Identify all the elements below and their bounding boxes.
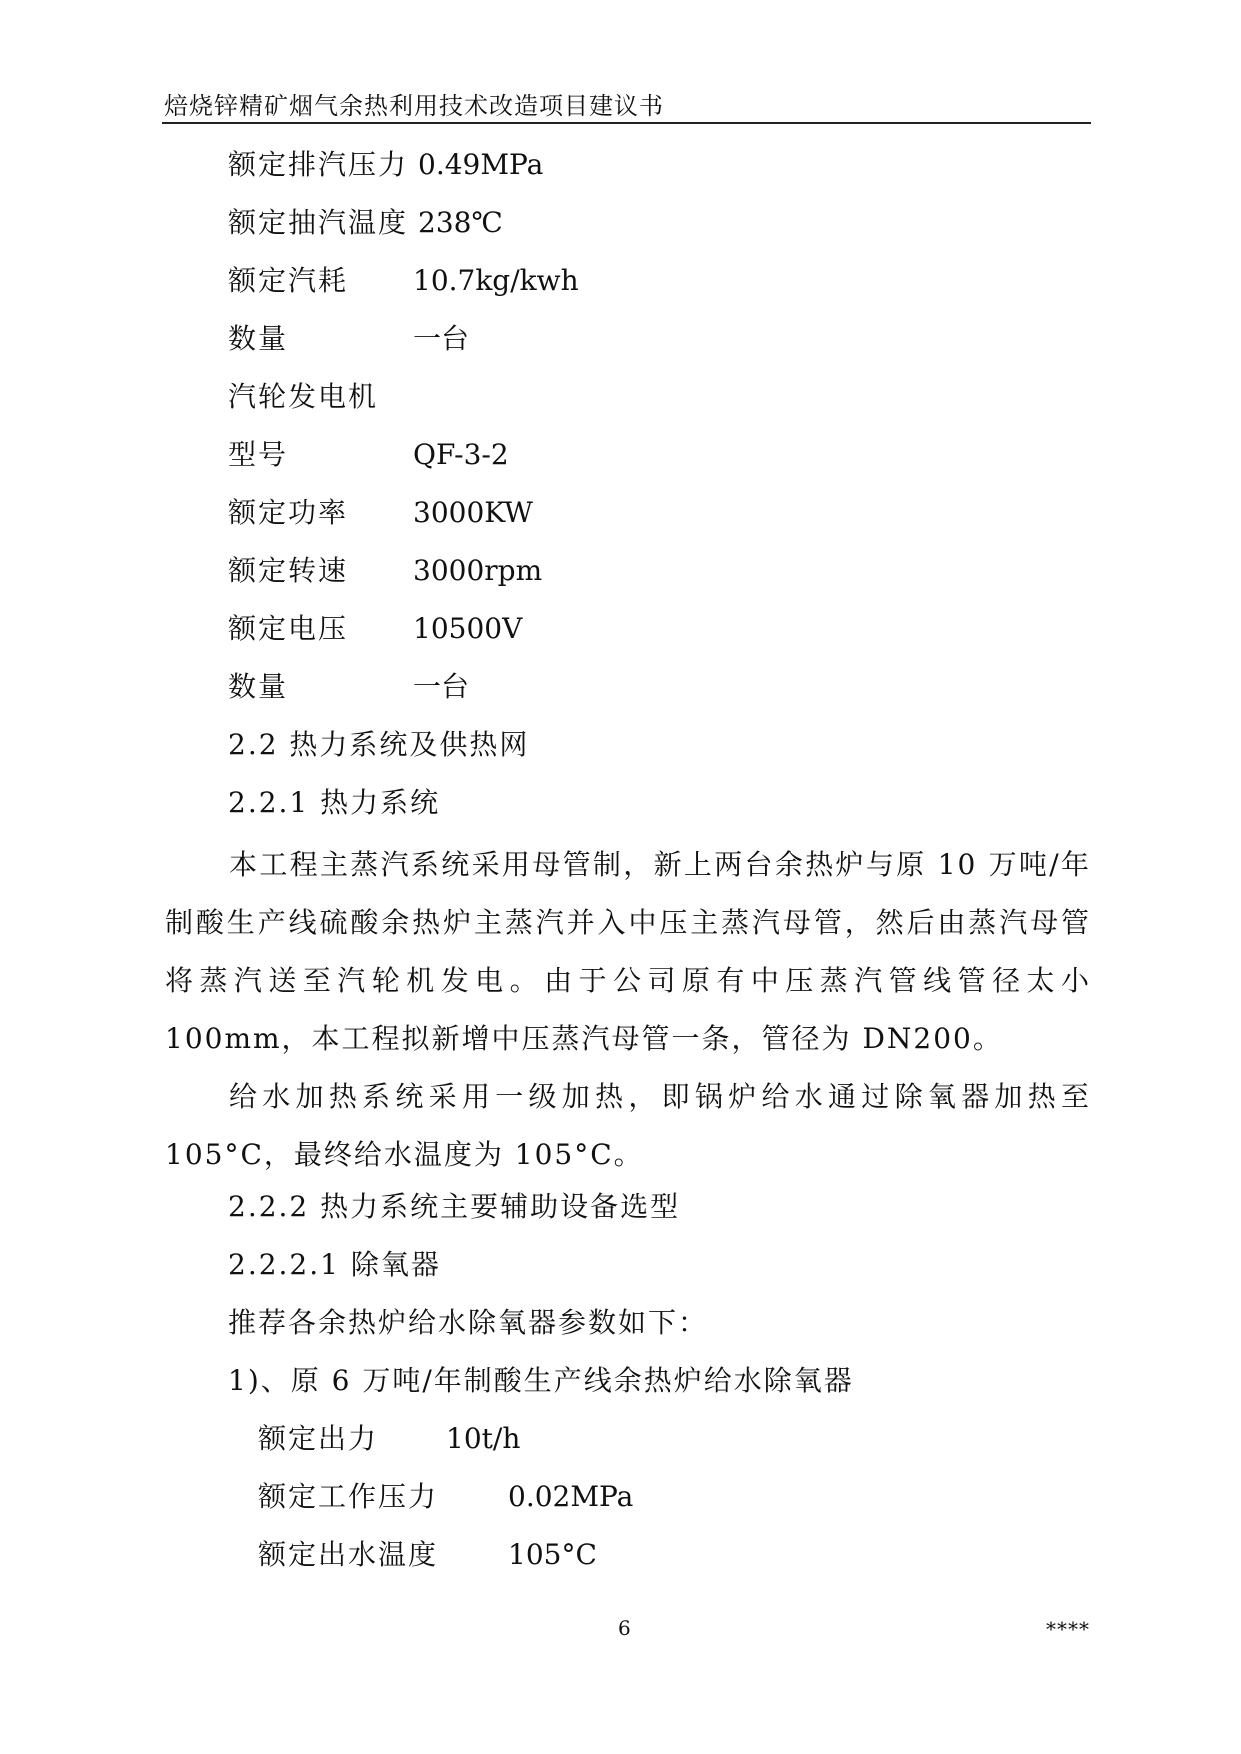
param-value: QF-3-2 bbox=[413, 438, 509, 471]
param-key: 额定汽耗 bbox=[228, 264, 349, 297]
param-value: 一台 bbox=[413, 322, 470, 355]
param-key: 额定排汽压力 bbox=[228, 148, 409, 181]
param-key: 型号 bbox=[228, 438, 289, 471]
section-heading: 2.2.2 热力系统主要辅助设备选型 bbox=[228, 1190, 681, 1223]
param-value: 238℃ bbox=[418, 206, 503, 239]
generator-title: 汽轮发电机 bbox=[228, 380, 379, 413]
param-key: 额定转速 bbox=[228, 554, 349, 587]
param-key: 额定功率 bbox=[228, 496, 349, 529]
param-value: 10t/h bbox=[446, 1422, 521, 1455]
section-heading: 2.2.1 热力系统 bbox=[228, 786, 441, 819]
param-key: 额定出水温度 bbox=[258, 1538, 439, 1571]
param-key: 额定工作压力 bbox=[258, 1480, 439, 1513]
page-header bbox=[162, 84, 1091, 124]
param-value: 10.7kg/kwh bbox=[413, 264, 579, 297]
list-item-title: 1)、原 6 万吨/年制酸生产线余热炉给水除氧器 bbox=[228, 1364, 854, 1397]
paragraph-main-steam: 本工程主蒸汽系统采用母管制，新上两台余热炉与原 10 万吨/年制酸生产线硫酸余热炉主蒸汽并入中压主蒸汽母管，然后由蒸汽母管将蒸汽送至汽轮机发电。由于公司原有中压蒸汽管线管径太小 100mm，本工程拟新增中压蒸汽母管一条，管径为 DN200。 bbox=[165, 848, 1091, 1055]
footer-mark: **** bbox=[1046, 1617, 1090, 1641]
page-number: 6 bbox=[618, 1616, 631, 1640]
param-key: 数量 bbox=[228, 322, 289, 355]
param-value: 0.49MPa bbox=[418, 148, 544, 181]
param-value: 3000KW bbox=[413, 496, 533, 529]
param-value: 105°C bbox=[508, 1538, 597, 1571]
param-key: 额定抽汽温度 bbox=[228, 206, 409, 239]
param-value: 0.02MPa bbox=[508, 1480, 634, 1513]
section-heading: 2.2 热力系统及供热网 bbox=[228, 728, 530, 761]
paragraph-feedwater: 给水加热系统采用一级加热，即锅炉给水通过除氧器加热至 105°C，最终给水温度为 105°C。 bbox=[165, 1080, 1091, 1171]
param-key: 额定出力 bbox=[258, 1422, 379, 1455]
param-value: 一台 bbox=[413, 670, 470, 703]
param-value: 10500V bbox=[413, 612, 523, 645]
intro-text: 推荐各余热炉给水除氧器参数如下： bbox=[228, 1306, 709, 1339]
param-value: 3000rpm bbox=[413, 554, 543, 587]
header-title: 焙烧锌精矿烟气余热利用技术改造项目建议书 bbox=[164, 92, 664, 120]
param-key: 额定电压 bbox=[228, 612, 349, 645]
param-key: 数量 bbox=[228, 670, 289, 703]
section-heading: 2.2.2.1 除氧器 bbox=[228, 1248, 441, 1281]
